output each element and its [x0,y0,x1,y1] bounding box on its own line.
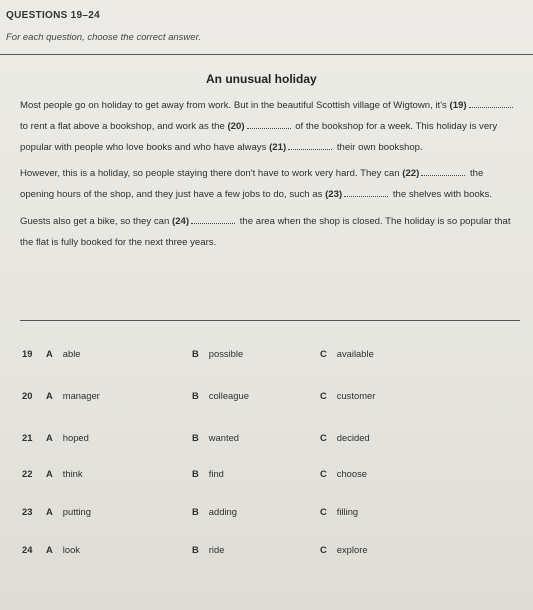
option-b[interactable] [192,432,239,443]
gap-23 [344,187,388,197]
option-c[interactable] [320,544,368,555]
option-a[interactable] [46,506,91,517]
option-a[interactable] [46,432,89,443]
option-letter: B [192,468,199,479]
option-text: manager [62,390,100,401]
option-letter: B [192,506,199,517]
gap-label-20: (20) [227,120,245,132]
passage-text: the opening hours of the shop, and they just have a few jobs to do, such as [20,168,484,201]
option-a[interactable] [46,468,83,479]
option-text: look [62,544,80,555]
question-number: 20 [22,390,33,401]
option-b[interactable] [192,506,237,517]
option-letter: B [192,348,199,359]
passage-text: Guests also get a bike, so they can [20,215,170,227]
passage-text: of the bookshop for a week. This holiday is very popular with people who love books and who have always [20,120,498,153]
question-row-21 [22,432,502,448]
passage-paragraph-3 [20,212,516,254]
question-row-22 [22,468,502,484]
option-text: adding [208,506,237,517]
option-text: explore [336,544,368,555]
option-letter: A [46,348,53,359]
section-title: QUESTIONS 19–24 [6,10,100,21]
option-text: filling [336,506,359,517]
passage-text: the shelves with books. [392,189,493,201]
gap-label-21: (21) [269,141,287,153]
question-number: 21 [22,432,33,443]
passage-text: However, this is a holiday, so people staying there don't have to work very hard. They can [20,168,400,180]
instruction-text: For each question, choose the correct answer. [6,32,202,43]
option-c[interactable] [320,348,374,359]
option-a[interactable] [46,390,100,401]
option-letter: B [192,390,199,401]
gap-label-19: (19) [449,100,467,111]
option-text: decided [336,432,370,443]
option-text: able [62,348,81,359]
gap-label-23: (23) [325,189,343,201]
question-row-24 [22,544,502,560]
option-a[interactable] [46,348,81,359]
question-row-20 [22,390,502,406]
gap-label-22: (22) [402,168,420,180]
option-text: choose [336,468,368,479]
passage-text: Most people go on holiday to get away from work. But in the beautiful Scottish village of Wigtown, it's [20,100,447,111]
option-letter: C [320,468,327,479]
option-letter: B [192,544,199,555]
passage-paragraph-1 [20,96,516,158]
option-letter: B [192,432,199,443]
option-text: possible [208,348,244,359]
option-text: wanted [208,432,240,443]
option-letter: A [46,506,53,517]
option-c[interactable] [320,468,367,479]
option-text: find [208,468,224,479]
option-letter: C [320,506,327,517]
option-text: hoped [62,432,89,443]
passage-bottom-divider [20,320,520,321]
passage-text: to rent a flat above a bookshop, and work as the [20,120,225,132]
passage-text: the area when the shop is closed. The holiday is so popular that the flat is fully booked for the next three years. [20,215,511,248]
question-number: 23 [22,506,33,517]
option-letter: C [320,544,327,555]
option-letter: A [46,468,53,479]
option-b[interactable] [192,468,224,479]
passage-text: their own bookshop. [336,141,423,153]
question-row-19 [22,348,502,364]
option-c[interactable] [320,506,358,517]
option-text: ride [208,544,225,555]
gap-24 [191,214,235,224]
option-letter: A [46,544,53,555]
option-letter: A [46,432,53,443]
option-b[interactable] [192,390,249,401]
gap-20 [247,119,291,129]
gap-22 [421,166,465,176]
option-letter: C [320,390,327,401]
question-number: 22 [22,468,33,479]
option-text: putting [62,506,91,517]
passage-title: An unusual holiday [206,72,317,86]
question-number: 19 [22,348,33,359]
option-c[interactable] [320,390,375,401]
option-text: available [336,348,374,359]
option-text: colleague [208,390,249,401]
gap-19 [469,98,513,108]
question-number: 24 [22,544,33,555]
option-a[interactable] [46,544,80,555]
passage-body [20,96,516,260]
option-letter: A [46,390,53,401]
option-text: customer [336,390,376,401]
option-letter: C [320,348,327,359]
top-divider [0,54,533,55]
option-b[interactable] [192,348,243,359]
option-b[interactable] [192,544,224,555]
gap-label-24: (24) [172,215,190,227]
gap-21 [288,140,332,150]
option-letter: C [320,432,327,443]
passage-paragraph-2 [20,164,516,206]
option-text: think [62,468,83,479]
question-row-23 [22,506,502,522]
option-c[interactable] [320,432,370,443]
